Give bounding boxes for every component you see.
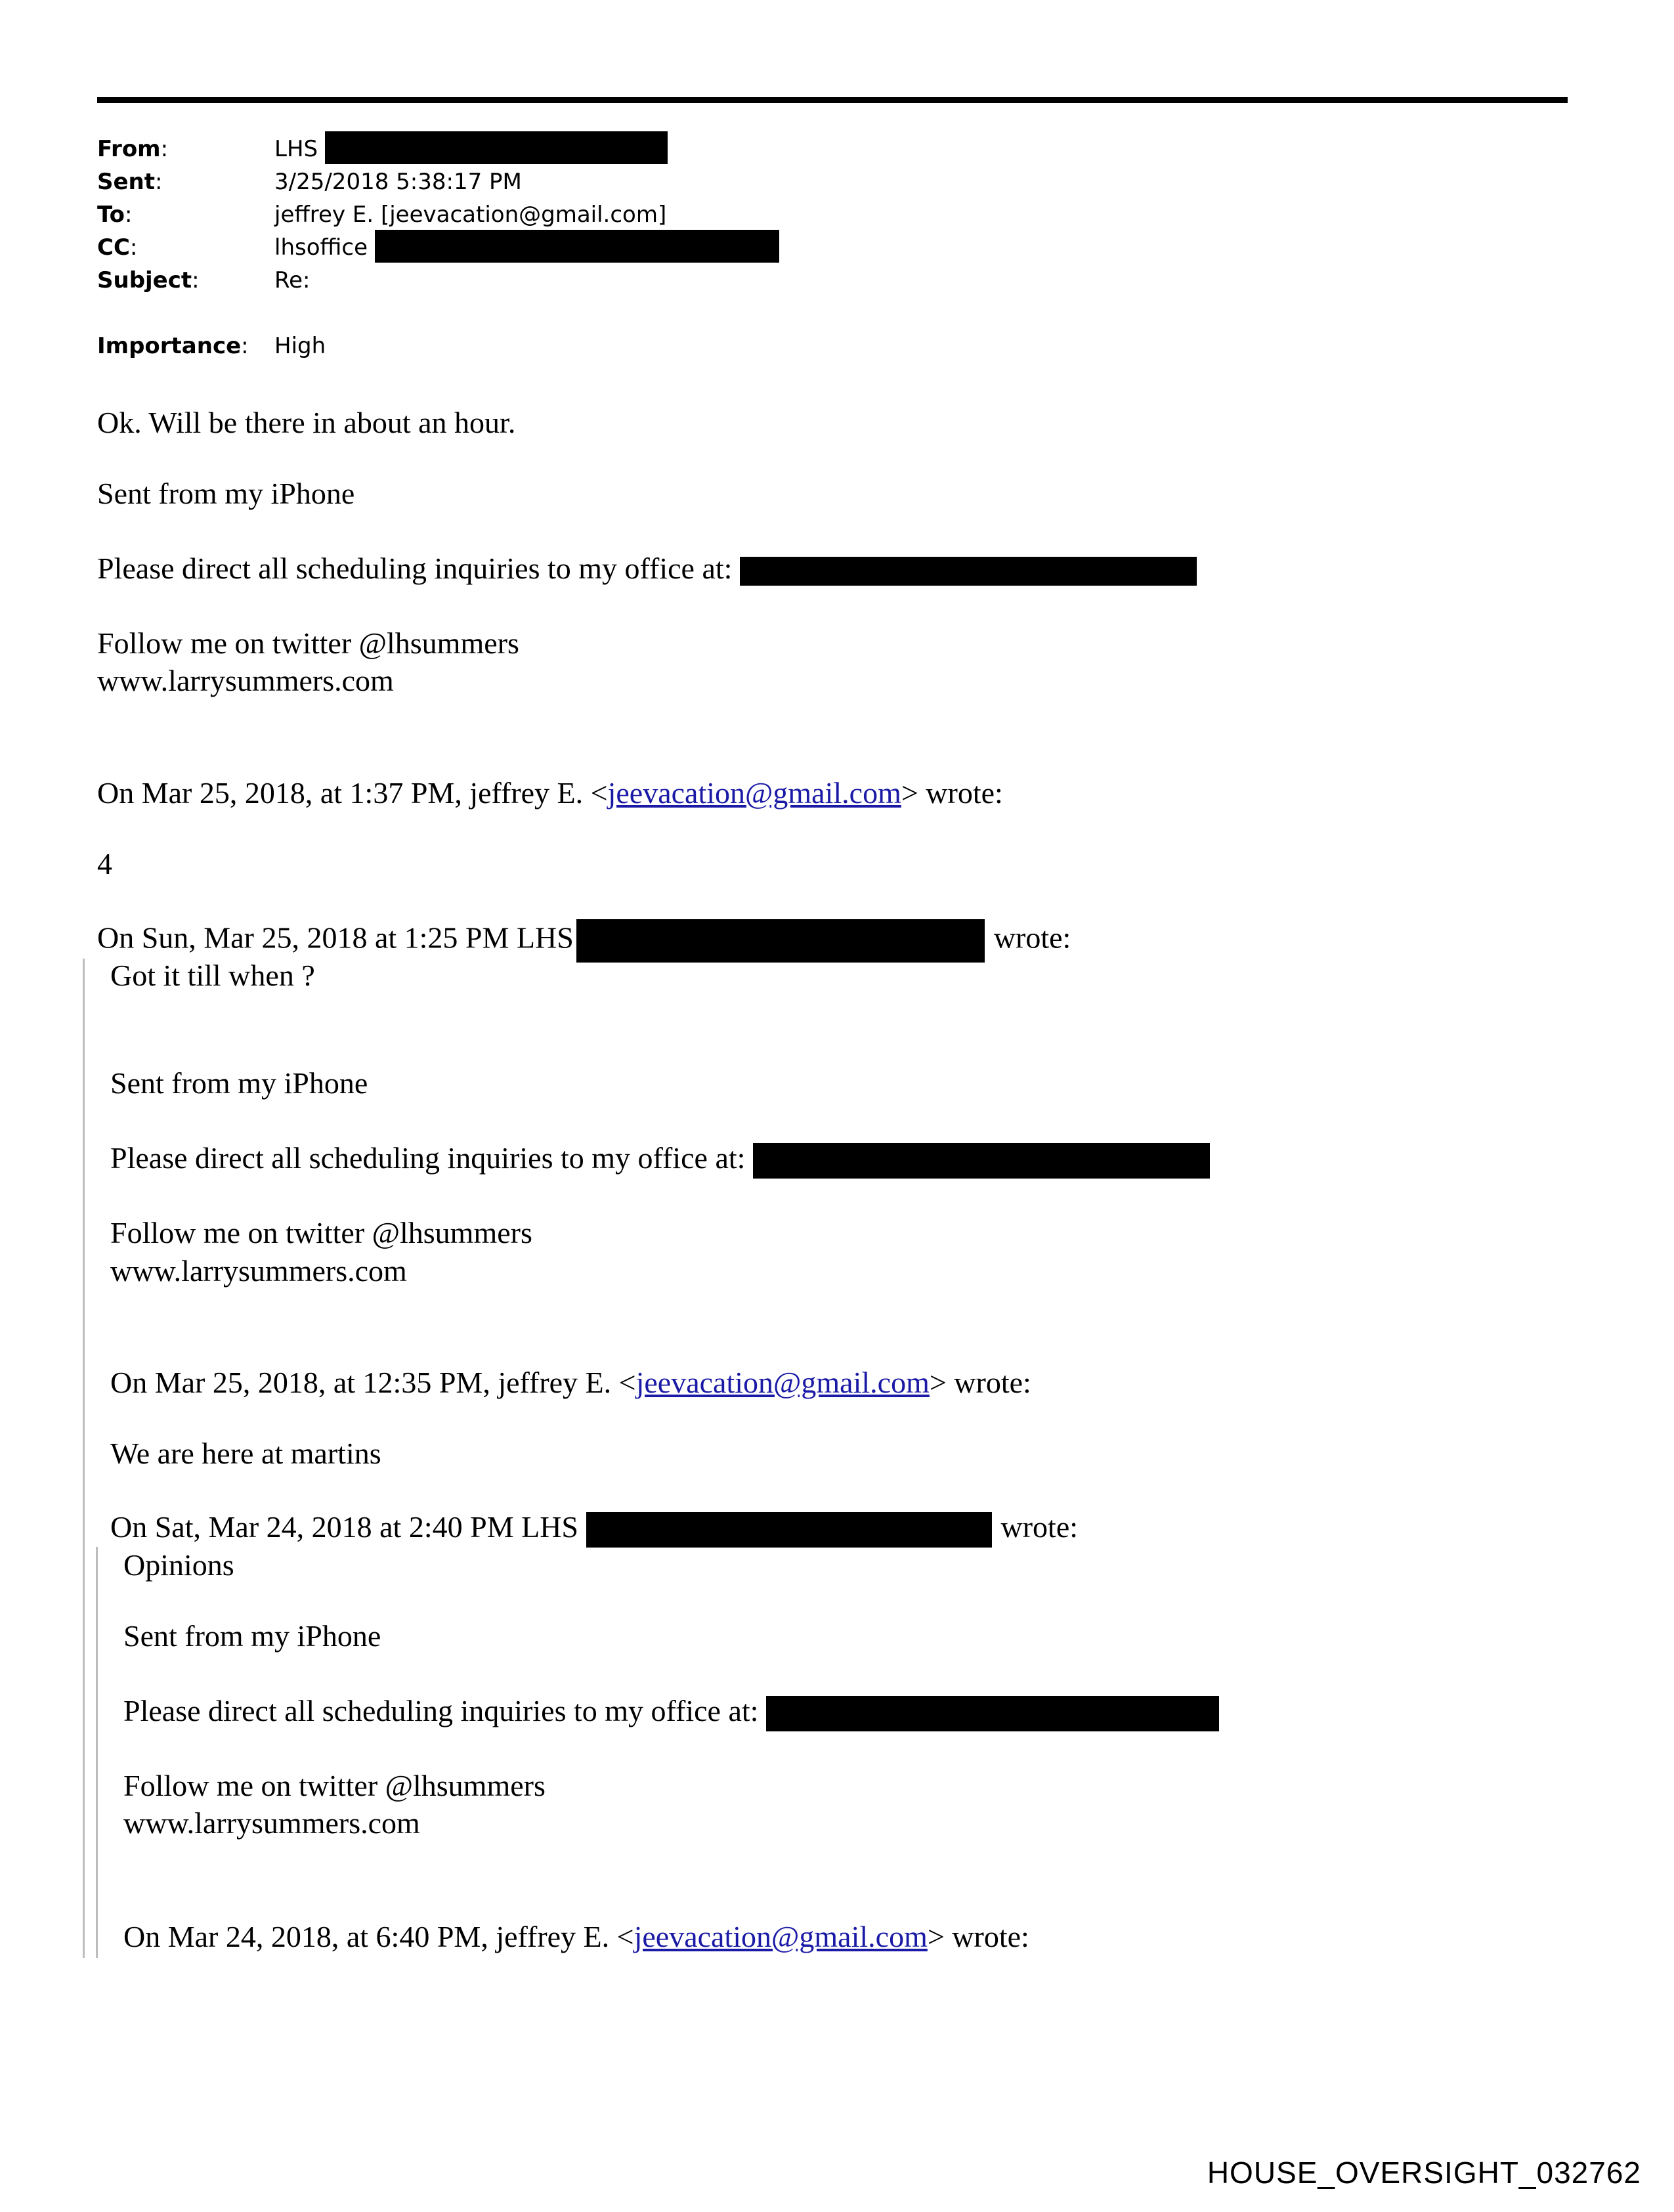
signature-sent-from: Sent from my iPhone [97,477,355,510]
redaction [740,557,1197,586]
quote-bar [83,959,85,1958]
quote-body: Got it till when ? [110,959,315,992]
subject-value: Re: [274,267,311,293]
quote-body: Opinions [123,1548,234,1582]
quote-body: 4 [97,847,112,880]
signature-website: www.larrysummers.com [97,664,394,697]
quote-intro: On Mar 25, 2018, at 1:37 PM, jeffrey E. <jeevacation@gmail.com> wrote: [97,776,1003,810]
to-label: To: [97,202,133,228]
subject-label: Subject: [97,267,200,293]
importance-label: Importance: [97,333,249,359]
signature-twitter: Follow me on twitter @lhsummers [97,626,519,660]
quote-intro: On Mar 25, 2018, at 12:35 PM, jeffrey E. <jeevacation@gmail.com> wrote: [110,1366,1031,1399]
quote-bar [96,1547,98,1958]
redaction [586,1512,992,1548]
signature-sent-from: Sent from my iPhone [110,1066,368,1100]
signature-website: www.larrysummers.com [123,1806,420,1840]
cc-value: lhsoffice [274,234,779,263]
redaction [576,919,985,963]
cc-label: CC: [97,234,138,261]
redaction [753,1143,1210,1179]
from-label: From: [97,136,169,162]
email-link[interactable]: jeevacation@gmail.com [633,1920,928,1953]
to-value: jeffrey E. [jeevacation@gmail.com] [274,202,667,228]
redaction [375,230,779,263]
email-link[interactable]: jeevacation@gmail.com [607,776,901,810]
signature-scheduling: Please direct all scheduling inquiries to my office at: [97,550,1197,587]
signature-scheduling: Please direct all scheduling inquiries to my office at: [123,1693,1219,1731]
signature-website: www.larrysummers.com [110,1254,407,1288]
importance-value: High [274,333,326,359]
quote-body: We are here at martins [110,1437,381,1470]
quote-intro: On Mar 24, 2018, at 6:40 PM, jeffrey E. <jeevacation@gmail.com> wrote: [123,1920,1029,1953]
quote-intro: On Sat, Mar 24, 2018 at 2:40 PM LHS wrote: [110,1509,1078,1548]
redaction [325,131,668,164]
redaction [766,1696,1219,1731]
email-link[interactable]: jeevacation@gmail.com [635,1366,930,1399]
signature-sent-from: Sent from my iPhone [123,1619,381,1653]
sent-value: 3/25/2018 5:38:17 PM [274,169,522,195]
signature-scheduling: Please direct all scheduling inquiries to my office at: [110,1140,1210,1179]
top-rule [97,97,1568,103]
message-body: Ok. Will be there in about an hour. [97,406,516,439]
signature-twitter: Follow me on twitter @lhsummers [123,1769,546,1802]
quote-intro: On Sun, Mar 25, 2018 at 1:25 PM LHS wrote: [97,919,1071,963]
bates-number: HOUSE_OVERSIGHT_032762 [1207,2156,1641,2190]
signature-twitter: Follow me on twitter @lhsummers [110,1216,532,1249]
sent-label: Sent: [97,169,163,195]
from-value: LHS [274,136,668,164]
